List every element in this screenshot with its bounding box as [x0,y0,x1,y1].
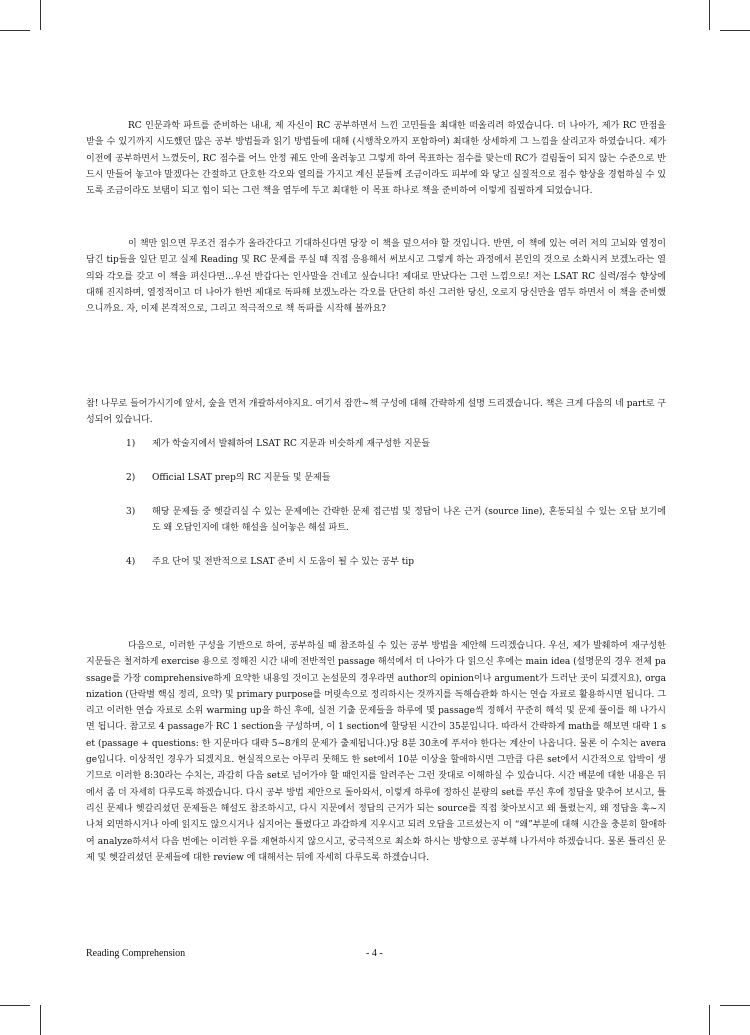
part-item [126,504,666,536]
part-item [126,470,666,486]
part-list [126,436,666,570]
study-method-paragraph: 다음으로, 이러한 구성을 기반으로 하여, 공부하실 때 참조하실 수 있는 공부 방법을 제안해 드리겠습니다. 우선, 제가 발췌하여 재구성한 지문들은 철저하게 exercise 용으로 정해진 시간 내에 전반적인 passage 해석에서 더 나아가 다 읽으신 후에는 main idea (설명문의 경우 전체 passage를 가장 comprehensive하게 요약한 내용일 것이고 논설문의 경우라면 author의 opinion이나 argument가 드러난 곳이 되겠지요), organization (단락별 핵심 정리, 요약) 및 primary purpose를 머릿속으로 정리하시는 것까지를 독해습관화 하시는 연습 자료로 활용하시면 됩니다. 그리고 이러한 연습 자료로 소위 warming up을 하신 후에, 실전 기출 문제들을 하루에 몇 passage씩 정해서 꾸준히 해석 및 문제 풀이를 해 나가시면 됩니다. 참고로 4 passage가 RC 1 section을 구성하며, 이 1 section에 할당된 시간이 35분입니다. 따라서 간략하게 math를 해보면 대략 1 set (passage + questions: 한 지문마다 대략 5~8개의 문제가 출제됩니다.)당 8분 30초에 푸셔야 한다는 계산이 나옵니다. 물론 이 수치는 average입니다. 이상적인 경우가 되겠지요. 현실적으로는 아무리 못해도 한 set에서 10분 이상을 할애하시면 그만큼 다른 set에서 시간적으로 압박이 생기므로 이러한 8:30라는 수치는, 과감히 다음 set로 넘어가야 할 때인지를 알려주는 그런 잣대로 이해하실 수 있습니다. 시간 배분에 대한 내용은 뒤에서 좀 더 자세히 다루도록 하겠습니다. 다시 공부 방법 제안으로 돌아와서, 이렇게 하루에 정하신 분량의 set를 푸신 후에 정답을 맞추어 보시고, 틀리신 문제나 헷갈리셨던 문제들은 해설도 참조하시고, 다시 지문에서 정답의 근거가 되는 source를 직접 찾아보시고 왜 틀렸는지, 왜 정답을 훅~지나쳐 외면하시거나 아예 읽지도 않으시거나 심지어는 틀렸다고 과감하게 지우시고 되려 오답을 고르셨는지 이 “왜”부분에 대해 시간을 충분히 할애하여 analyze하셔서 다음 번에는 이러한 우를 재현하시지 않으시고, 궁극적으로 최소화 하시는 방향으로 공부해 나가셔야 하겠습니다. 물론 틀리신 문제 및 헷갈리셨던 문제들에 대한 review 에 대해서는 뒤에 자세히 다루도록 하겠습니다. [86,641,666,863]
part-item [126,554,666,570]
part-number: 4) [126,557,136,567]
part-text: 제가 학술지에서 발췌하여 LSAT RC 지문과 비슷하게 재구성한 지문들 [152,439,431,449]
expectation-paragraph: 이 책만 읽으면 무조건 점수가 올라간다고 기대하신다면 당장 이 책을 덮으셔야 할 것입니다. 반면, 이 책에 있는 여러 저의 고뇌와 열정이 담긴 tip들을 일단 믿고 실제 Reading 및 RC 문제를 푸실 때 직접 응용해서 써보시고 그렇게 하는 과정에서 본인의 것으로 소화시켜 보겠노라는 열의와 각오를 갖고 이 책을 펴신다면...우선 반갑다는 인사말을 건네고 싶습니다! 제대로 만났다는 그런 느낌으로! 저는 LSAT RC 실력/점수 향상에 대해 진지하며, 열정적이고 더 나아가 한번 제대로 독파해 보겠노라는 각오를 단단히 하신 그러한 당신, 오로지 당신만을 염두 하면서 이 책을 준비했으니까요. 자, 이제 본격적으로, 그리고 적극적으로 책 독파를 시작해 볼까요? [86,239,666,315]
structure-paragraph: 참! 나무로 들어가시기에 앞서, 숲을 먼저 개괄하셔야지요. 여기서 잠깐~책 구성에 대해 간략하게 설명 드리겠습니다. 책은 크게 다음의 네 part로 구성되어 있습니다. [86,399,667,426]
part-number: 1) [126,439,136,449]
crop-mark [40,0,41,30]
part-item [126,436,666,452]
part-text: Official LSAT prep의 RC 지문들 및 문제들 [152,473,331,483]
crop-mark [709,0,710,30]
part-text: 해당 문제들 중 헷갈리실 수 있는 문제에는 간략한 문제 접근법 및 정답이 나온 근거 (source line), 혼동되실 수 있는 오답 보기에도 왜 오답인지에 대한 해설을 실어놓은 해설 파트. [152,507,666,533]
crop-mark [720,1005,750,1006]
part-number: 3) [126,507,136,517]
footer-title: Reading Comprehension [86,948,186,959]
crop-mark [720,30,750,31]
part-text: 주요 단어 및 전반적으로 LSAT 준비 시 도움이 될 수 있는 공부 tip [152,557,415,567]
part-number: 2) [126,473,136,483]
page-number: - 4 - [366,948,383,959]
crop-mark [0,1005,30,1006]
crop-mark [0,30,30,31]
crop-mark [40,1005,41,1035]
crop-mark [709,1005,710,1035]
intro-paragraph: RC 인문과학 파트를 준비하는 내내, 제 자신이 RC 공부하면서 느낀 고민들을 최대한 떠올리려 하였습니다. 더 나아가, 제가 RC 만점을 받을 수 있기까지 시도했던 많은 공부 방법들과 읽기 방법들에 대해 (시행착오까지 포함하여) 최대한 상세하게 그 느낌을 살리고자 하였습니다. 제가 이전에 공부하면서 느꼈듯이, RC 점수를 어느 안정 궤도 안에 올려놓고 그렇게 하여 목표하는 점수를 맞는데 RC가 걸림돌이 되지 않는 수준으로 반드시 만들어 놓고야 말겠다는 간절하고 단호한 각오와 열의를 가지고 계신 분들께 조금이라도 피부에 와 닿고 실질적으로 점수 향상을 경험하실 수 있도록 조금이라도 보탬이 되고 힘이 되는 그런 책을 염두에 두고 최대한 이 목표 하나로 책을 준비하여 이렇게 집필하게 되었습니다. [86,121,666,197]
